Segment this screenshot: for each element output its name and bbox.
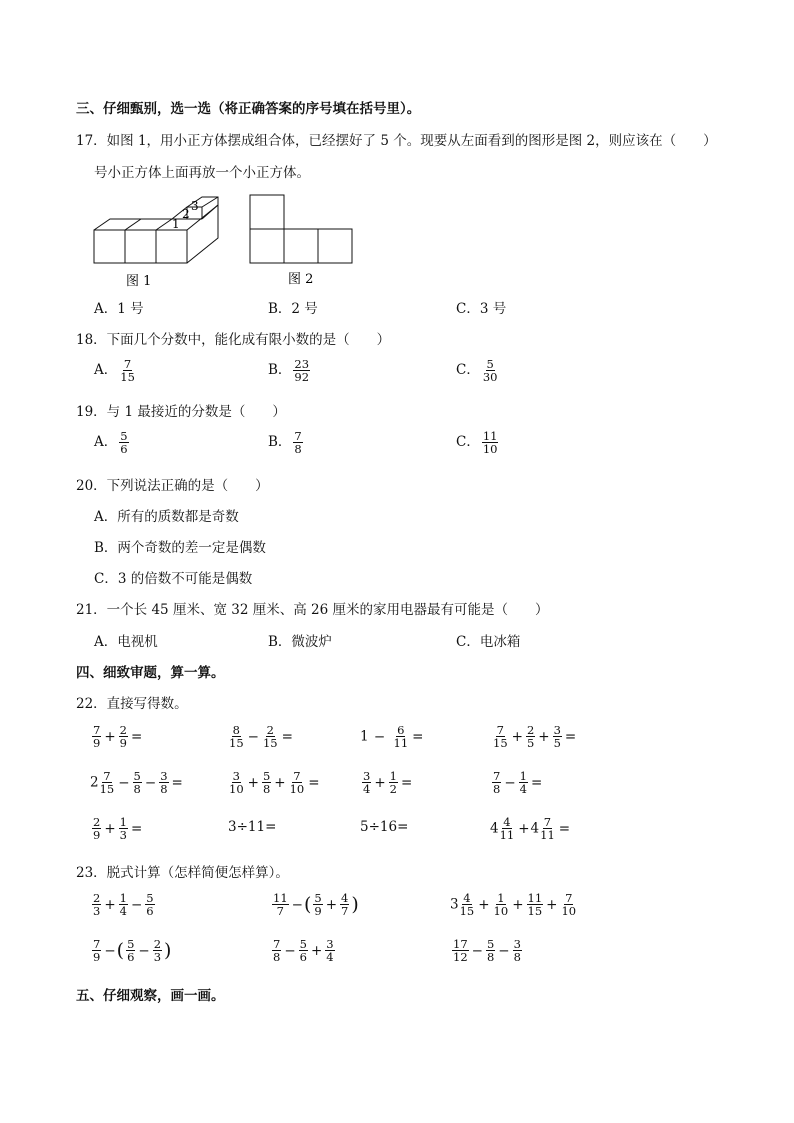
q22-r3-a: $\frac{2}{9}$ + $\frac{1}{3}$ = <box>93 815 143 842</box>
q18-option-b: B． $\frac{23}{92}$ <box>268 357 310 384</box>
figure-1-cubes <box>94 197 218 263</box>
q20-option-a: A．所有的质数都是奇数 <box>94 509 239 525</box>
q19-option-c: C． $\frac{11}{10}$ <box>456 429 498 456</box>
cube-label-1: 1 <box>172 217 180 231</box>
q23-r2-b: $\frac{7}{8}$ − $\frac{5}{6}$ + $\frac{3}{4}$ <box>273 937 334 964</box>
q22-r3-c: 5÷16= <box>360 819 409 835</box>
q23-r2-a: $\frac{7}{9}$ −( $\frac{5}{6}$ − $\frac{2}{3}$ ) <box>93 937 172 964</box>
q17-option-c: C．3 号 <box>456 301 507 317</box>
figure-2-grid <box>250 195 352 263</box>
q21-option-c: C．电冰箱 <box>456 634 521 650</box>
figure-1-caption: 图 1 <box>126 274 152 289</box>
q22-r2-b: $\frac{3}{10}$ + $\frac{5}{8}$ + $\frac{7}{10}$ = <box>229 769 320 796</box>
q22-stem: 22．直接写得数。 <box>76 696 188 712</box>
q23-r1-b: $\frac{11}{7}$ −( $\frac{5}{9}$ + $\frac{4}{7}$ ) <box>273 891 359 918</box>
q19-option-a: A． $\frac{5}{6}$ <box>94 429 128 456</box>
q20-option-c: C．3 的倍数不可能是偶数 <box>94 571 253 587</box>
q20-option-b: B．两个奇数的差一定是偶数 <box>94 540 266 556</box>
q19-stem: 19．与 1 最接近的分数是（ ） <box>76 404 286 420</box>
q17-figures <box>80 193 380 293</box>
q22-r2-a: 2 $\frac{7}{15}$ − $\frac{5}{8}$ − $\frac{3}{8}$ = <box>90 769 183 796</box>
q22-r3-d: 4 $\frac{4}{11}$ +4 $\frac{7}{11}$ = <box>490 815 571 842</box>
q17-option-a: A．1 号 <box>94 301 144 317</box>
q22-r2-d: $\frac{7}{8}$ − $\frac{1}{4}$ = <box>493 769 543 796</box>
q23-r2-c: $\frac{17}{12}$ − $\frac{5}{8}$ − $\frac{3}{8}$ <box>453 937 521 964</box>
q22-r1-a: $\frac{7}{9}$ + $\frac{2}{9}$ = <box>93 723 143 750</box>
section-4-title: 四、细致审题，算一算。 <box>76 665 225 681</box>
q21-stem: 21．一个长 45 厘米、宽 32 厘米、高 26 厘米的家用电器最有可能是（ ） <box>76 602 549 618</box>
figure-2-caption: 图 2 <box>288 272 314 287</box>
q22-r1-b: $\frac{8}{15}$ − $\frac{2}{15}$ = <box>229 723 293 750</box>
q19-option-b: B． $\frac{7}{8}$ <box>268 429 302 456</box>
q17-option-b: B．2 号 <box>268 301 318 317</box>
q22-r1-c: 1 − $\frac{6}{11}$ = <box>360 723 424 750</box>
q23-stem: 23．脱式计算（怎样简便怎样算）。 <box>76 865 289 881</box>
q23-r1-c: 3 $\frac{4}{15}$ + $\frac{1}{10}$ + $\frac{11}{15}$ + $\frac{7}{10}$ <box>450 891 577 918</box>
q18-stem: 18．下面几个分数中，能化成有限小数的是（ ） <box>76 332 391 348</box>
q21-option-b: B．微波炉 <box>268 634 332 650</box>
q18-option-a: A． $\frac{7}{15}$ <box>94 357 135 384</box>
q20-stem: 20．下列说法正确的是（ ） <box>76 478 269 494</box>
q17-stem-line2: 号小正方体上面再放一个小正方体。 <box>94 165 310 181</box>
section-3-title: 三、仔细甄别，选一选（将正确答案的序号填在括号里）。 <box>76 101 421 117</box>
q22-r2-c: $\frac{3}{4}$ + $\frac{1}{2}$ = <box>363 769 413 796</box>
q18-option-c: C． $\frac{5}{30}$ <box>456 357 498 384</box>
q17-stem-line1: 17．如图 1，用小正方体摆成组合体，已经摆好了 5 个。现要从左面看到的图形是图 2，则应该在（ ） <box>76 133 717 149</box>
q23-r1-a: $\frac{2}{3}$ + $\frac{1}{4}$ − $\frac{5}{6}$ <box>93 891 154 918</box>
q22-r3-b: 3÷11= <box>228 819 277 835</box>
section-5-title: 五、仔细观察，画一画。 <box>76 988 225 1004</box>
q21-option-a: A．电视机 <box>94 634 158 650</box>
cube-label-2: 2 <box>182 207 190 221</box>
cube-label-3: 3 <box>191 199 199 213</box>
q22-r1-d: $\frac{7}{15}$ + $\frac{2}{5}$ + $\frac{3}{5}$ = <box>493 723 577 750</box>
